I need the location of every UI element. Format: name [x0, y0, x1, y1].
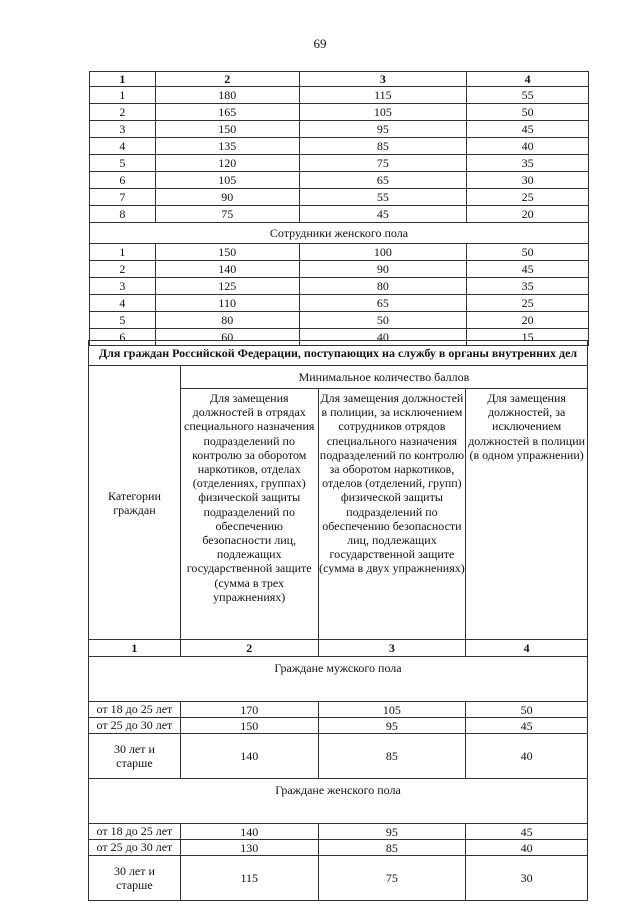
- table-row: [90, 172, 589, 189]
- table-cell: 165: [155, 104, 299, 121]
- table-cell: 40: [299, 329, 467, 346]
- table-row: [90, 295, 589, 312]
- points-cell: 105: [318, 702, 466, 718]
- table-row: [90, 261, 589, 278]
- points-cell: 75: [318, 856, 466, 901]
- column-number: 1: [89, 640, 181, 657]
- table-row: [89, 734, 588, 779]
- section-row: [90, 223, 589, 244]
- points-cell: 115: [180, 856, 318, 901]
- table-cell: 75: [299, 155, 467, 172]
- table-cell: 50: [467, 244, 589, 261]
- age-category-cell: от 18 до 25 лет: [89, 702, 181, 718]
- table-row: [89, 840, 588, 856]
- table-row: [90, 244, 589, 261]
- table-cell: 115: [299, 87, 467, 104]
- citizens-standards-table: [88, 340, 588, 901]
- table-cell: 90: [155, 189, 299, 206]
- section-row: [89, 657, 588, 702]
- table-cell: 60: [155, 329, 299, 346]
- table-cell: 35: [467, 278, 589, 295]
- table-cell: 3: [90, 121, 156, 138]
- points-cell: 170: [180, 702, 318, 718]
- table-cell: 5: [90, 155, 156, 172]
- table-cell: 45: [467, 121, 589, 138]
- table-cell: 110: [155, 295, 299, 312]
- table-row: [89, 856, 588, 901]
- table-cell: 90: [299, 261, 467, 278]
- col4-header: Для замещения должностей, за исключением должностей в полиции (в одном упражнении): [466, 389, 588, 640]
- table-cell: 40: [467, 138, 589, 155]
- points-cell: 85: [318, 734, 466, 779]
- table-cell: 100: [299, 244, 467, 261]
- points-cell: 45: [466, 718, 588, 734]
- table-cell: 105: [299, 104, 467, 121]
- col2-header: Для замещения должностей в отрядах специального назначения подразделений по контролю за оборотом наркотиков, отделах (отделениях, группах) физической защиты подразделений по обеспечению безопасности лиц, подлежащих государственной защите (сумма в трех упражнениях): [180, 389, 318, 640]
- table-title: Для граждан Российской Федерации, поступающих на службу в органы внутренних дел: [89, 341, 588, 366]
- points-cell: 150: [180, 718, 318, 734]
- column-number-row: [89, 640, 588, 657]
- table-row: [89, 702, 588, 718]
- table-cell: 8: [90, 206, 156, 223]
- table-row: [90, 312, 589, 329]
- section-label: Граждане мужского пола: [89, 657, 588, 702]
- column-number: 1: [90, 72, 156, 87]
- column-number: 3: [318, 640, 466, 657]
- column-number: 4: [466, 640, 588, 657]
- table-cell: 1: [90, 87, 156, 104]
- table-cell: 85: [299, 138, 467, 155]
- table-cell: 50: [467, 104, 589, 121]
- column-number: 3: [299, 72, 467, 87]
- table-cell: 45: [299, 206, 467, 223]
- table-row: [90, 206, 589, 223]
- points-cell: 95: [318, 718, 466, 734]
- table-row: [90, 87, 589, 104]
- table-cell: 95: [299, 121, 467, 138]
- table-cell: 6: [90, 329, 156, 346]
- age-category-cell: от 18 до 25 лет: [89, 824, 181, 840]
- table-cell: 75: [155, 206, 299, 223]
- table-cell: 20: [467, 312, 589, 329]
- table-cell: 65: [299, 295, 467, 312]
- points-cell: 140: [180, 734, 318, 779]
- column-number: 2: [180, 640, 318, 657]
- table-cell: 7: [90, 189, 156, 206]
- table-row: [90, 155, 589, 172]
- table-row: [89, 824, 588, 840]
- table-cell: 15: [467, 329, 589, 346]
- points-cell: 40: [466, 840, 588, 856]
- table-cell: 1: [90, 244, 156, 261]
- table-cell: 2: [90, 104, 156, 121]
- table-cell: 105: [155, 172, 299, 189]
- points-cell: 140: [180, 824, 318, 840]
- table-cell: 45: [467, 261, 589, 278]
- points-cell: 45: [466, 824, 588, 840]
- table-cell: 50: [299, 312, 467, 329]
- age-category-cell: от 25 до 30 лет: [89, 718, 181, 734]
- category-header: Категории граждан: [89, 366, 181, 640]
- table-cell: 35: [467, 155, 589, 172]
- section-row: [89, 779, 588, 824]
- column-number: 2: [155, 72, 299, 87]
- page-number: 69: [313, 36, 327, 51]
- points-cell: 30: [466, 856, 588, 901]
- table-row: [90, 121, 589, 138]
- age-category-cell: 30 лет и старше: [89, 734, 181, 779]
- column-number: 4: [467, 72, 589, 87]
- table-title-row: [89, 341, 588, 366]
- points-cell: 50: [466, 702, 588, 718]
- column-number-row: [90, 72, 589, 87]
- table-row: [90, 138, 589, 155]
- table-cell: 2: [90, 261, 156, 278]
- table-cell: 80: [155, 312, 299, 329]
- table-cell: 140: [155, 261, 299, 278]
- table-cell: 3: [90, 278, 156, 295]
- age-category-cell: от 25 до 30 лет: [89, 840, 181, 856]
- table-cell: 30: [467, 172, 589, 189]
- section-label: Граждане женского пола: [89, 779, 588, 824]
- table-cell: 55: [467, 87, 589, 104]
- header-row: [89, 366, 588, 389]
- table-row: [90, 278, 589, 295]
- table-cell: 150: [155, 121, 299, 138]
- table-cell: 4: [90, 138, 156, 155]
- table-row: [90, 189, 589, 206]
- table-cell: 65: [299, 172, 467, 189]
- table-cell: 135: [155, 138, 299, 155]
- table-cell: 25: [467, 189, 589, 206]
- table-cell: 120: [155, 155, 299, 172]
- table-row: [90, 104, 589, 121]
- table-cell: 20: [467, 206, 589, 223]
- points-cell: 130: [180, 840, 318, 856]
- table-cell: 25: [467, 295, 589, 312]
- section-label: Сотрудники женского пола: [90, 223, 589, 244]
- table-cell: 55: [299, 189, 467, 206]
- table-cell: 6: [90, 172, 156, 189]
- table-cell: 180: [155, 87, 299, 104]
- table-cell: 4: [90, 295, 156, 312]
- age-category-cell: 30 лет и старше: [89, 856, 181, 901]
- min-points-header: Минимальное количество баллов: [180, 366, 587, 389]
- table-cell: 80: [299, 278, 467, 295]
- points-cell: 95: [318, 824, 466, 840]
- points-cell: 85: [318, 840, 466, 856]
- points-cell: 40: [466, 734, 588, 779]
- table-cell: 125: [155, 278, 299, 295]
- col3-header: Для замещения должностей в полиции, за исключением сотрудников отрядов специального назначения подразделений по контролю за оборотом наркотиков, отделов (отделений, групп) физической защиты подразделений по обеспечению безопасности лиц, подлежащих государственной защите (сумма в двух упражнениях): [318, 389, 466, 640]
- standards-table-continued: [89, 71, 589, 346]
- table-row: [89, 718, 588, 734]
- table-cell: 5: [90, 312, 156, 329]
- table-cell: 150: [155, 244, 299, 261]
